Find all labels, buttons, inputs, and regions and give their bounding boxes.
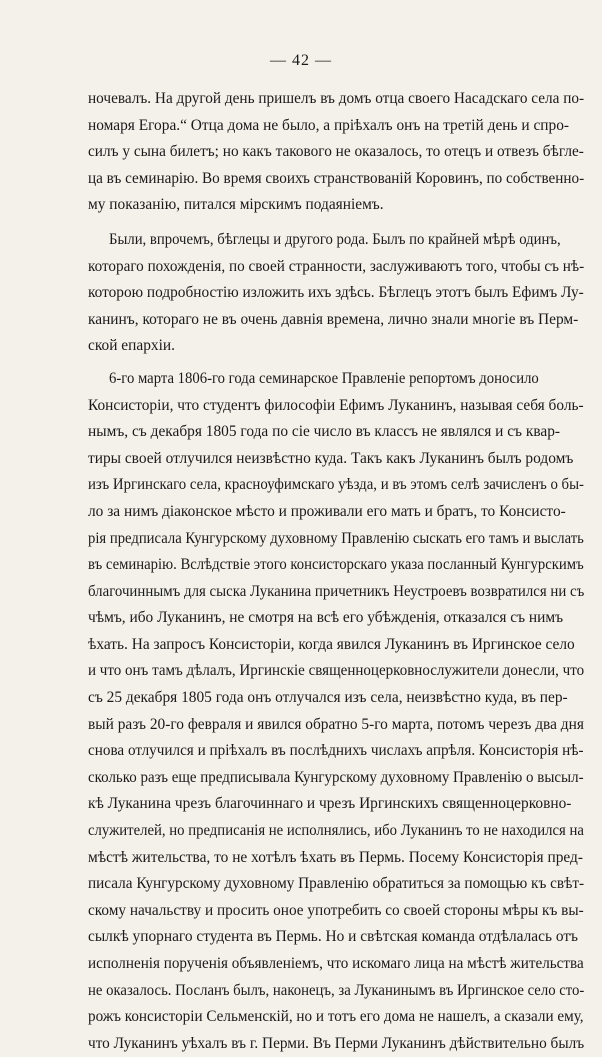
text-line: 6-го марта 1806-го года семинарское Правленіе репортомъ доносило [109, 369, 539, 387]
text-line: силъ у сына билетъ; но какъ такового не оказалось, то отецъ и отвезъ бѣгле- [88, 143, 584, 161]
text-line: ѣхать. На запросъ Консисторіи, когда явился Луканинъ въ Иргинское село [88, 635, 575, 653]
text-line: Были, впрочемъ, бѣглецы и другого рода. Былъ по крайней мѣрѣ одинъ, [109, 230, 561, 248]
text-line: съ 25 декабря 1805 года онъ отлучался изъ села, неизвѣстно куда, въ пер- [88, 689, 568, 707]
text-line: снова отлучился и пріѣхалъ въ послѣднихъ числахъ апрѣля. Консисторія нѣ- [88, 742, 584, 760]
text-line: рожъ консисторіи Сельменскій, но и тотъ его дома не нашелъ, а сказали ему, [88, 1008, 584, 1026]
text-line: писала Кунгурскому духовному Правленію обратиться за помощью къ свѣт- [88, 875, 585, 893]
text-line: не оказалось. Посланъ былъ, наконецъ, за Луканинымъ въ Иргинское село сто- [88, 981, 585, 999]
text-line: мѣстѣ жительства, то не хотѣлъ ѣхать въ Пермь. Посему Консисторія пред- [88, 848, 583, 866]
text-line: Консисторіи, что студентъ философіи Ефимъ Луканинъ, называя себя боль- [88, 396, 584, 414]
text-line: котораго похожденія, по своей странности, заслуживаютъ того, чтобы съ нѣ- [88, 257, 585, 275]
paragraph-1 [88, 86, 584, 219]
text-line: рія предписала Кунгурскому духовному Правленію сыскать его тамъ и выслать [88, 529, 584, 547]
text-line: служителей, но предписанія не исполнялись, ибо Луканинъ то не находился на [88, 822, 584, 840]
text-line: сколько разъ еще предписывала Кунгурскому духовному Правленію о высыл- [88, 768, 584, 786]
text-line: тиры своей отлучился неизвѣстно куда. Такъ какъ Луканинъ былъ родомъ [88, 449, 574, 467]
text-line: ской епархіи. [88, 337, 175, 355]
text-line: ло за нимъ діаконское мѣсто и проживали его мать и братъ, то Консисто- [88, 502, 566, 520]
text-line: которою подробностію изложить ихъ здѣсь. Бѣглецъ этотъ былъ Ефимъ Лу- [88, 284, 584, 302]
page-number: — 42 — [270, 52, 332, 69]
text-line: въ семинарію. Вслѣдствіе этого консисторскаго указа посланный Кунгурскимъ [88, 556, 584, 574]
text-line: нымъ, съ декабря 1805 года по сіе число въ классъ не являлся и съ квар- [88, 423, 561, 441]
paragraph-2 [88, 227, 584, 360]
text-line: ночевалъ. На другой день пришелъ въ домъ отца своего Насадскаго села по- [88, 90, 585, 107]
body-text [88, 86, 584, 1057]
text-line: чѣмъ, ибо Луканинъ, не смотря на всѣ его убѣжденія, отказался съ нимъ [88, 609, 564, 627]
text-line: вый разъ 20-го февраля и явился обратно 5-го марта, потомъ черезъ два дня [88, 715, 584, 733]
text-line: благочиннымъ для сыска Луканина причетникъ Неустроевъ возвратился ни съ [88, 582, 585, 600]
text-line: и что онъ тамъ дѣлалъ, Иргинскіе священноцерковнослужители донесли, что [88, 662, 585, 680]
text-line: кѣ Луканина чрезъ благочиннаго и чрезъ Иргинскихъ священноцерковно- [88, 795, 572, 813]
text-line: исполненія порученія объявленіемъ, что искомаго лица на мѣстѣ жительства [88, 955, 584, 972]
text-line: изъ Иргинскаго села, красноуфимскаго уѣзда, и въ этомъ селѣ зачисленъ о бы- [88, 476, 584, 494]
text-line: канинъ, котораго не въ очень давнія времена, лично знали многіе въ Перм- [88, 310, 579, 328]
text-line: ца въ семинарію. Во время своихъ странствованій Коровинъ, по собственно- [88, 169, 585, 187]
text-line: скому начальству и просить оное употребить со своей стороны мѣры къ вы- [88, 901, 584, 919]
text-line: номаря Егора.“ Отца дома не было, а пріѣхалъ онъ на третій день и спро- [88, 116, 570, 134]
text-line: му показанію, питался мірскимъ подаяніемъ. [88, 196, 384, 214]
paragraph-3 [88, 366, 584, 1057]
text-line: что Луканинъ уѣхалъ въ г. Перми. Въ Перми Луканинъ дѣйствительно былъ [88, 1034, 585, 1052]
text-line: сылкѣ упорнаго студента въ Пермь. Но и свѣтская команда отдѣлалась отъ [88, 928, 579, 946]
